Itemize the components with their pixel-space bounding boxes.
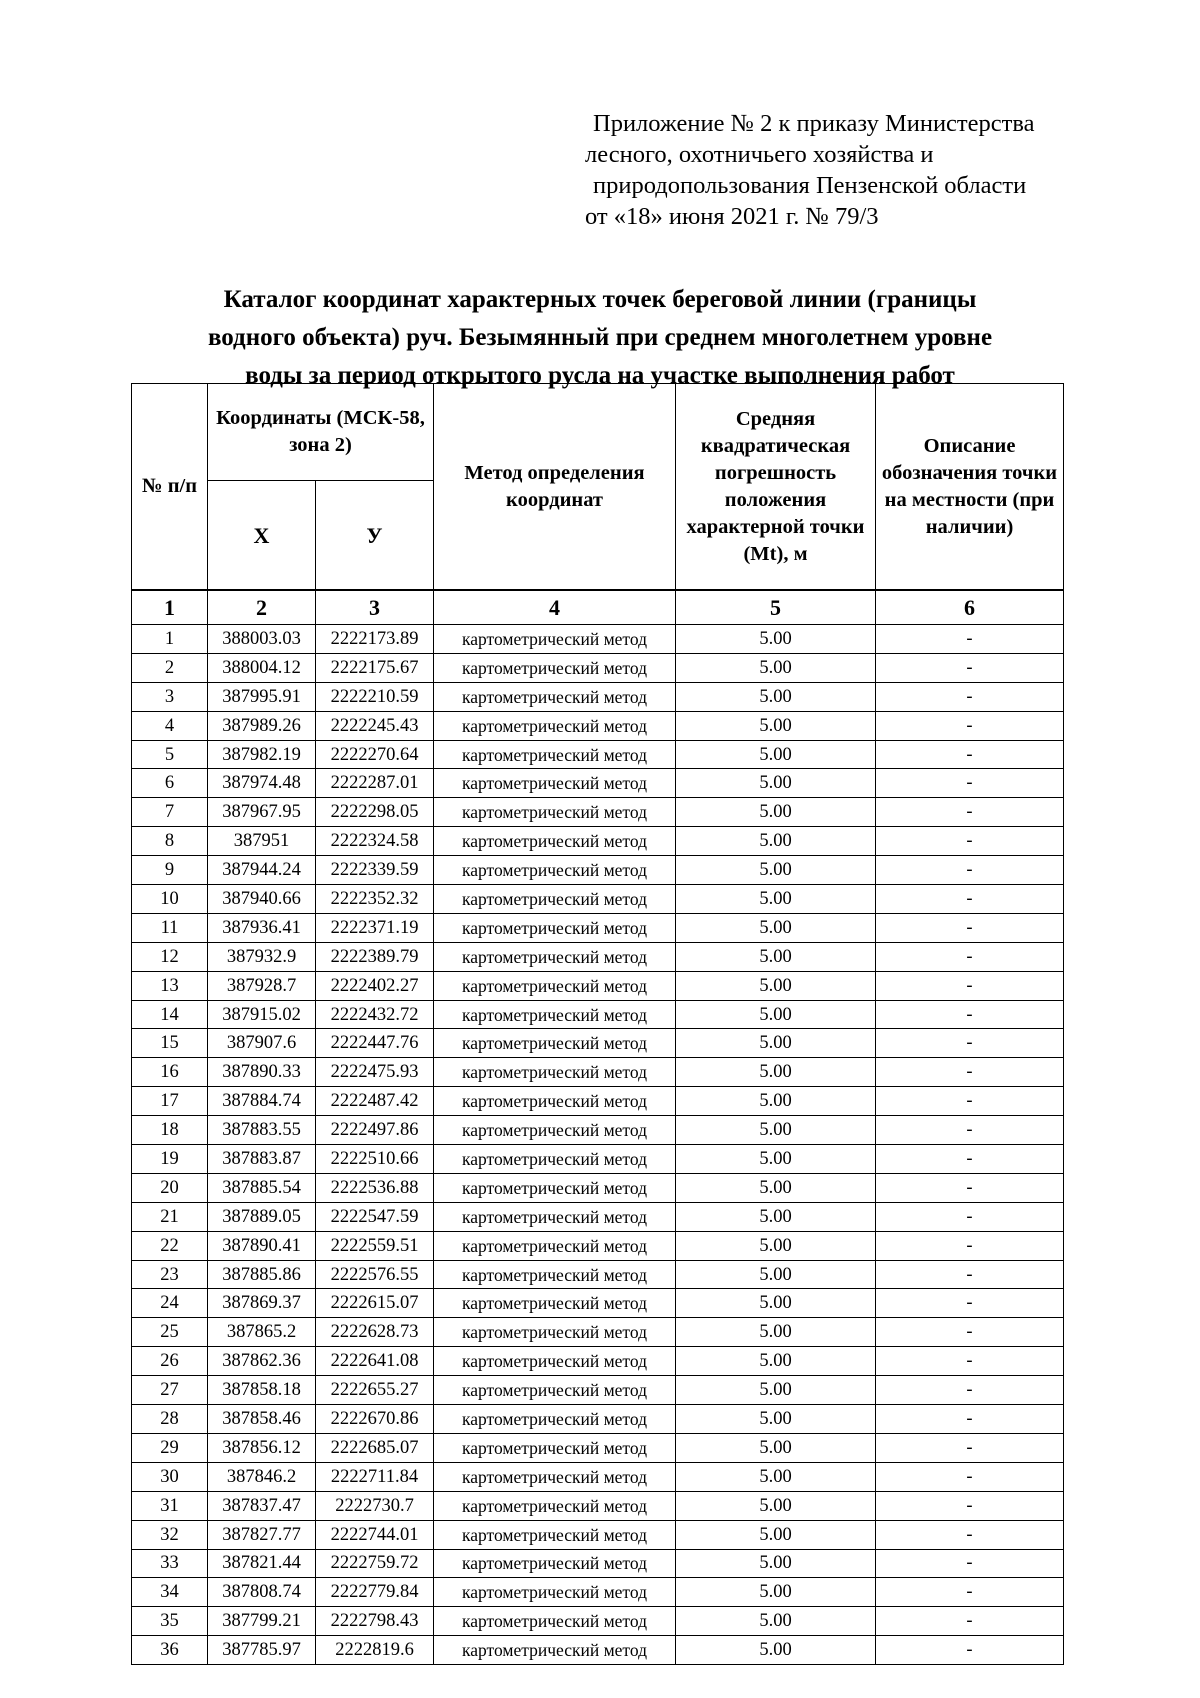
cell-error: 5.00: [676, 885, 876, 914]
cell-x: 387837.47: [208, 1491, 316, 1520]
cell-description: -: [876, 653, 1064, 682]
cell-x: 387944.24: [208, 856, 316, 885]
title-line-3: воды за период открытого русла на участке выполнения работ: [245, 362, 955, 389]
cell-x: 388004.12: [208, 653, 316, 682]
cell-x: 387915.02: [208, 1000, 316, 1029]
cell-num: 36: [132, 1636, 208, 1665]
table-row: [132, 913, 1064, 942]
cell-y: 2222352.32: [316, 885, 434, 914]
cell-y: 2222759.72: [316, 1549, 434, 1578]
cell-error: 5.00: [676, 798, 876, 827]
cell-method: картометрический метод: [434, 1405, 676, 1434]
cell-method: картометрический метод: [434, 971, 676, 1000]
cell-error: 5.00: [676, 1145, 876, 1174]
table-row: [132, 1347, 1064, 1376]
cell-method: картометрический метод: [434, 1289, 676, 1318]
table-row: [132, 971, 1064, 1000]
cell-description: -: [876, 942, 1064, 971]
cell-description: -: [876, 1202, 1064, 1231]
column-number: 2: [208, 590, 316, 625]
cell-num: 25: [132, 1318, 208, 1347]
cell-x: 388003.03: [208, 625, 316, 654]
cell-y: 2222287.01: [316, 769, 434, 798]
cell-x: 387808.74: [208, 1578, 316, 1607]
cell-error: 5.00: [676, 1376, 876, 1405]
cell-error: 5.00: [676, 942, 876, 971]
cell-description: -: [876, 1376, 1064, 1405]
cell-y: 2222798.43: [316, 1607, 434, 1636]
cell-y: 2222655.27: [316, 1376, 434, 1405]
cell-y: 2222576.55: [316, 1260, 434, 1289]
cell-x: 387940.66: [208, 885, 316, 914]
cell-num: 10: [132, 885, 208, 914]
table-row: [132, 1405, 1064, 1434]
cell-error: 5.00: [676, 769, 876, 798]
cell-x: 387846.2: [208, 1462, 316, 1491]
cell-x: 387889.05: [208, 1202, 316, 1231]
table-row: [132, 1029, 1064, 1058]
cell-x: 387799.21: [208, 1607, 316, 1636]
cell-description: -: [876, 1491, 1064, 1520]
table-row: [132, 711, 1064, 740]
cell-error: 5.00: [676, 971, 876, 1000]
cell-x: 387884.74: [208, 1087, 316, 1116]
cell-description: -: [876, 1462, 1064, 1491]
cell-method: картометрический метод: [434, 682, 676, 711]
cell-y: 2222744.01: [316, 1520, 434, 1549]
column-number: 3: [316, 590, 434, 625]
cell-error: 5.00: [676, 711, 876, 740]
cell-description: -: [876, 1087, 1064, 1116]
cell-method: картометрический метод: [434, 1058, 676, 1087]
cell-y: 2222779.84: [316, 1578, 434, 1607]
cell-y: 2222270.64: [316, 740, 434, 769]
cell-method: картометрический метод: [434, 1491, 676, 1520]
cell-method: картометрический метод: [434, 1173, 676, 1202]
table-row: [132, 856, 1064, 885]
cell-description: -: [876, 856, 1064, 885]
cell-x: 387885.54: [208, 1173, 316, 1202]
cell-num: 33: [132, 1549, 208, 1578]
cell-y: 2222339.59: [316, 856, 434, 885]
cell-x: 387856.12: [208, 1433, 316, 1462]
cell-error: 5.00: [676, 1433, 876, 1462]
cell-y: 2222245.43: [316, 711, 434, 740]
cell-num: 14: [132, 1000, 208, 1029]
table-row: [132, 798, 1064, 827]
appendix-header: [585, 108, 1105, 232]
table-row: [132, 1520, 1064, 1549]
table-row: [132, 1636, 1064, 1665]
cell-error: 5.00: [676, 1318, 876, 1347]
table-row: [132, 1202, 1064, 1231]
cell-description: -: [876, 1549, 1064, 1578]
cell-num: 4: [132, 711, 208, 740]
cell-x: 387883.87: [208, 1145, 316, 1174]
cell-y: 2222628.73: [316, 1318, 434, 1347]
cell-num: 30: [132, 1462, 208, 1491]
cell-y: 2222547.59: [316, 1202, 434, 1231]
cell-num: 34: [132, 1578, 208, 1607]
table-row: [132, 1462, 1064, 1491]
cell-y: 2222175.67: [316, 653, 434, 682]
cell-error: 5.00: [676, 1347, 876, 1376]
cell-error: 5.00: [676, 1289, 876, 1318]
cell-method: картометрический метод: [434, 1347, 676, 1376]
cell-num: 18: [132, 1116, 208, 1145]
cell-num: 1: [132, 625, 208, 654]
cell-error: 5.00: [676, 1462, 876, 1491]
cell-y: 2222173.89: [316, 625, 434, 654]
cell-description: -: [876, 1145, 1064, 1174]
header-method: Метод определения координат: [434, 384, 676, 591]
cell-error: 5.00: [676, 1578, 876, 1607]
cell-y: 2222559.51: [316, 1231, 434, 1260]
cell-num: 3: [132, 682, 208, 711]
cell-method: картометрический метод: [434, 711, 676, 740]
cell-y: 2222685.07: [316, 1433, 434, 1462]
cell-y: 2222510.66: [316, 1145, 434, 1174]
cell-method: картометрический метод: [434, 1636, 676, 1665]
cell-num: 28: [132, 1405, 208, 1434]
cell-num: 8: [132, 827, 208, 856]
cell-num: 26: [132, 1347, 208, 1376]
cell-method: картометрический метод: [434, 1145, 676, 1174]
appendix-line-3: природопользования Пензенской области: [593, 172, 1027, 199]
cell-y: 2222487.42: [316, 1087, 434, 1116]
cell-error: 5.00: [676, 1491, 876, 1520]
table-row: [132, 769, 1064, 798]
cell-error: 5.00: [676, 1087, 876, 1116]
cell-error: 5.00: [676, 1231, 876, 1260]
cell-method: картометрический метод: [434, 856, 676, 885]
cell-error: 5.00: [676, 682, 876, 711]
cell-method: картометрический метод: [434, 913, 676, 942]
cell-error: 5.00: [676, 653, 876, 682]
cell-num: 7: [132, 798, 208, 827]
cell-num: 21: [132, 1202, 208, 1231]
cell-description: -: [876, 1260, 1064, 1289]
cell-method: картометрический метод: [434, 1520, 676, 1549]
cell-error: 5.00: [676, 1549, 876, 1578]
cell-method: картометрический метод: [434, 1029, 676, 1058]
cell-num: 9: [132, 856, 208, 885]
column-number: 5: [676, 590, 876, 625]
cell-error: 5.00: [676, 1029, 876, 1058]
table-row: [132, 1491, 1064, 1520]
cell-method: картометрический метод: [434, 1000, 676, 1029]
table-row: [132, 1376, 1064, 1405]
cell-description: -: [876, 1000, 1064, 1029]
table-row: [132, 1607, 1064, 1636]
table-row: [132, 1549, 1064, 1578]
cell-description: -: [876, 913, 1064, 942]
cell-description: -: [876, 1636, 1064, 1665]
cell-error: 5.00: [676, 1405, 876, 1434]
cell-description: -: [876, 971, 1064, 1000]
cell-num: 29: [132, 1433, 208, 1462]
cell-method: картометрический метод: [434, 1549, 676, 1578]
cell-description: -: [876, 625, 1064, 654]
cell-num: 35: [132, 1607, 208, 1636]
table-row: [132, 682, 1064, 711]
cell-error: 5.00: [676, 913, 876, 942]
cell-description: -: [876, 1029, 1064, 1058]
cell-description: -: [876, 827, 1064, 856]
header-y: У: [316, 481, 434, 591]
table-row: [132, 1289, 1064, 1318]
header-error: Средняя квадратическая погрешность положения характерной точки (Mt), м: [676, 384, 876, 591]
column-number: 6: [876, 590, 1064, 625]
cell-x: 387928.7: [208, 971, 316, 1000]
coordinates-table: [131, 383, 1064, 1665]
cell-y: 2222615.07: [316, 1289, 434, 1318]
cell-x: 387785.97: [208, 1636, 316, 1665]
title-line-2: водного объекта) руч. Безымянный при среднем многолетнем уровне: [207, 324, 993, 351]
cell-x: 387989.26: [208, 711, 316, 740]
cell-num: 19: [132, 1145, 208, 1174]
cell-x: 387858.46: [208, 1405, 316, 1434]
cell-y: 2222389.79: [316, 942, 434, 971]
cell-y: 2222475.93: [316, 1058, 434, 1087]
table-row: [132, 740, 1064, 769]
table-row: [132, 1000, 1064, 1029]
cell-num: 2: [132, 653, 208, 682]
cell-x: 387907.6: [208, 1029, 316, 1058]
header-description: Описание обозначения точки на местности (при наличии): [876, 384, 1064, 591]
cell-error: 5.00: [676, 1520, 876, 1549]
cell-num: 11: [132, 913, 208, 942]
cell-y: 2222711.84: [316, 1462, 434, 1491]
cell-x: 387865.2: [208, 1318, 316, 1347]
cell-x: 387890.33: [208, 1058, 316, 1087]
cell-description: -: [876, 1318, 1064, 1347]
cell-x: 387967.95: [208, 798, 316, 827]
cell-y: 2222447.76: [316, 1029, 434, 1058]
table-row: [132, 1087, 1064, 1116]
cell-description: -: [876, 1607, 1064, 1636]
cell-num: 5: [132, 740, 208, 769]
header-x: X: [208, 481, 316, 591]
cell-num: 13: [132, 971, 208, 1000]
cell-x: 387885.86: [208, 1260, 316, 1289]
cell-method: картометрический метод: [434, 942, 676, 971]
document-title: [130, 281, 1070, 395]
cell-method: картометрический метод: [434, 1202, 676, 1231]
cell-y: 2222298.05: [316, 798, 434, 827]
cell-x: 387982.19: [208, 740, 316, 769]
cell-description: -: [876, 1289, 1064, 1318]
header-num: № п/п: [132, 384, 208, 591]
cell-method: картометрический метод: [434, 1607, 676, 1636]
table-row: [132, 1145, 1064, 1174]
cell-method: картометрический метод: [434, 1318, 676, 1347]
cell-description: -: [876, 769, 1064, 798]
cell-x: 387821.44: [208, 1549, 316, 1578]
cell-num: 22: [132, 1231, 208, 1260]
cell-error: 5.00: [676, 1058, 876, 1087]
cell-y: 2222819.6: [316, 1636, 434, 1665]
cell-x: 387869.37: [208, 1289, 316, 1318]
cell-x: 387951: [208, 827, 316, 856]
cell-description: -: [876, 798, 1064, 827]
cell-method: картометрический метод: [434, 1087, 676, 1116]
title-line-1: Каталог координат характерных точек береговой линии (границы: [223, 286, 977, 313]
cell-error: 5.00: [676, 1202, 876, 1231]
cell-method: картометрический метод: [434, 827, 676, 856]
cell-num: 27: [132, 1376, 208, 1405]
cell-x: 387932.9: [208, 942, 316, 971]
cell-method: картометрический метод: [434, 1578, 676, 1607]
cell-description: -: [876, 711, 1064, 740]
cell-error: 5.00: [676, 1636, 876, 1665]
cell-method: картометрический метод: [434, 740, 676, 769]
cell-y: 2222371.19: [316, 913, 434, 942]
cell-num: 16: [132, 1058, 208, 1087]
cell-error: 5.00: [676, 1116, 876, 1145]
header-coords: Координаты (МСК-58, зона 2): [208, 384, 434, 481]
cell-num: 23: [132, 1260, 208, 1289]
cell-method: картометрический метод: [434, 798, 676, 827]
cell-method: картометрический метод: [434, 1116, 676, 1145]
cell-error: 5.00: [676, 1000, 876, 1029]
cell-y: 2222402.27: [316, 971, 434, 1000]
cell-num: 31: [132, 1491, 208, 1520]
cell-method: картометрический метод: [434, 1433, 676, 1462]
table-row: [132, 885, 1064, 914]
cell-description: -: [876, 1347, 1064, 1376]
cell-x: 387827.77: [208, 1520, 316, 1549]
cell-description: -: [876, 1405, 1064, 1434]
cell-x: 387890.41: [208, 1231, 316, 1260]
cell-y: 2222497.86: [316, 1116, 434, 1145]
table-row: [132, 1318, 1064, 1347]
cell-x: 387883.55: [208, 1116, 316, 1145]
cell-description: -: [876, 885, 1064, 914]
column-number: 4: [434, 590, 676, 625]
cell-description: -: [876, 1231, 1064, 1260]
table-row: [132, 1058, 1064, 1087]
cell-num: 6: [132, 769, 208, 798]
appendix-line-1: Приложение № 2 к приказу Министерства: [593, 110, 1035, 137]
cell-y: 2222730.7: [316, 1491, 434, 1520]
cell-error: 5.00: [676, 827, 876, 856]
cell-error: 5.00: [676, 1260, 876, 1289]
cell-description: -: [876, 740, 1064, 769]
cell-error: 5.00: [676, 625, 876, 654]
table-row: [132, 1173, 1064, 1202]
table-row: [132, 653, 1064, 682]
table-row: [132, 942, 1064, 971]
cell-num: 12: [132, 942, 208, 971]
cell-error: 5.00: [676, 856, 876, 885]
cell-num: 32: [132, 1520, 208, 1549]
cell-description: -: [876, 1578, 1064, 1607]
cell-method: картометрический метод: [434, 885, 676, 914]
cell-y: 2222641.08: [316, 1347, 434, 1376]
table-row: [132, 1116, 1064, 1145]
cell-num: 15: [132, 1029, 208, 1058]
appendix-line-4: от «18» июня 2021 г. № 79/3: [585, 203, 879, 230]
cell-method: картометрический метод: [434, 1462, 676, 1491]
cell-description: -: [876, 1433, 1064, 1462]
cell-method: картометрический метод: [434, 625, 676, 654]
cell-description: -: [876, 1116, 1064, 1145]
cell-x: 387936.41: [208, 913, 316, 942]
table-row: [132, 1433, 1064, 1462]
cell-method: картометрический метод: [434, 769, 676, 798]
cell-y: 2222324.58: [316, 827, 434, 856]
cell-x: 387862.36: [208, 1347, 316, 1376]
cell-x: 387858.18: [208, 1376, 316, 1405]
appendix-line-2: лесного, охотничьего хозяйства и: [585, 141, 934, 168]
cell-y: 2222210.59: [316, 682, 434, 711]
cell-error: 5.00: [676, 1173, 876, 1202]
cell-error: 5.00: [676, 1607, 876, 1636]
cell-x: 387995.91: [208, 682, 316, 711]
table-row: [132, 1578, 1064, 1607]
cell-error: 5.00: [676, 740, 876, 769]
cell-x: 387974.48: [208, 769, 316, 798]
cell-description: -: [876, 1058, 1064, 1087]
cell-num: 20: [132, 1173, 208, 1202]
cell-num: 17: [132, 1087, 208, 1116]
cell-description: -: [876, 682, 1064, 711]
table-row: [132, 1260, 1064, 1289]
cell-description: -: [876, 1520, 1064, 1549]
table-row: [132, 1231, 1064, 1260]
cell-method: картометрический метод: [434, 1376, 676, 1405]
table-row: [132, 625, 1064, 654]
table-row: [132, 827, 1064, 856]
cell-y: 2222670.86: [316, 1405, 434, 1434]
cell-method: картометрический метод: [434, 1260, 676, 1289]
column-number: 1: [132, 590, 208, 625]
cell-method: картометрический метод: [434, 653, 676, 682]
cell-y: 2222432.72: [316, 1000, 434, 1029]
cell-method: картометрический метод: [434, 1231, 676, 1260]
cell-num: 24: [132, 1289, 208, 1318]
cell-description: -: [876, 1173, 1064, 1202]
cell-y: 2222536.88: [316, 1173, 434, 1202]
